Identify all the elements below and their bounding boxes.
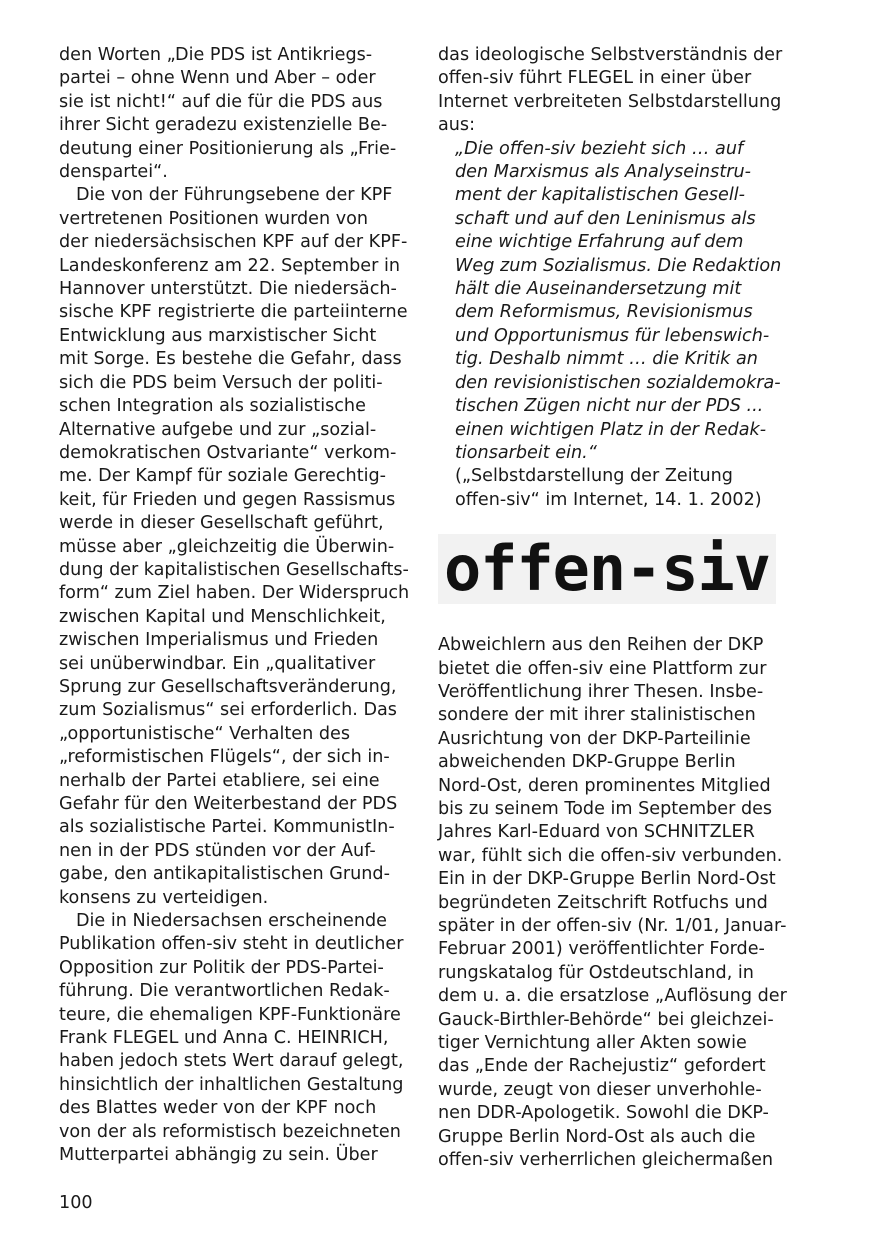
quote-line: einen wichtigen Platz in der Redak-: [455, 419, 767, 440]
quote-line: den Marxismus als Analyseinstru-: [455, 162, 751, 183]
text-line: später in der offen-siv (Nr. 1/01, Januar-: [438, 916, 787, 936]
text-line: Hannover unterstützt. Die niedersäch-: [59, 279, 397, 300]
text-line: teure, die ehemaligen KPF-Funktionäre: [59, 1004, 401, 1025]
text-line: von der als reformistisch bezeichneten: [59, 1121, 401, 1142]
text-line: das „Ende der Rachejustiz“ gefordert: [438, 1056, 766, 1077]
text-line: als sozialistische Partei. KommunistIn-: [59, 817, 395, 838]
text-line: führung. Die verantwortlichen Redak-: [59, 981, 390, 1002]
text-line: mit Sorge. Es bestehe die Gefahr, dass: [59, 349, 402, 370]
text-line: nen DDR-Apologetik. Sowohl die DKP-: [438, 1103, 769, 1124]
text-line: Internet verbreiteten Selbstdarstellung: [438, 91, 782, 112]
page-number: 100: [59, 1193, 93, 1213]
quote-line: tischen Zügen nicht nur der PDS ...: [455, 396, 764, 417]
text-line: sei unüberwindbar. Ein „qualitativer: [59, 653, 376, 674]
text-line: haben jedoch stets Wert darauf gelegt,: [59, 1051, 404, 1072]
logo-text: offen-siv: [444, 534, 770, 605]
text-line: schen Integration als sozialistische: [59, 396, 366, 417]
text-line: dung der kapitalistischen Gesellschafts-: [59, 559, 409, 580]
source-line: („Selbstdarstellung der Zeitung: [455, 466, 733, 487]
text-line: müsse aber „gleichzeitig die Überwin-: [59, 536, 395, 557]
text-line: der niedersächsischen KPF auf der KPF-: [59, 232, 408, 253]
text-line: „reformistischen Flügels“, der sich in-: [59, 747, 390, 768]
text-line: zwischen Kapital und Menschlichkeit,: [59, 606, 386, 627]
text-line: war, fühlt sich die offen-siv verbunden.: [438, 845, 783, 866]
body-paragraph: [438, 634, 788, 1172]
text-line: offen-siv verherrlichen gleichermaßen: [438, 1150, 774, 1171]
text-line: Veröffentlichung ihrer Thesen. Insbe-: [438, 681, 764, 702]
text-line: denspartei“.: [59, 162, 168, 183]
text-line: bis zu seinem Tode im September des: [438, 798, 773, 819]
left-column: [59, 44, 409, 1168]
text-line: Die von der Führungsebene der KPF: [76, 185, 393, 206]
text-line: vertretenen Positionen wurden von: [59, 208, 369, 229]
text-line: nen in der PDS stünden vor der Auf-: [59, 840, 376, 861]
text-line: Die in Niedersachsen erscheinende: [76, 911, 387, 932]
text-line: nerhalb der Partei etabliere, sei eine: [59, 770, 380, 791]
quote-source: [455, 465, 788, 512]
quote-line: schaft und auf den Leninismus als: [455, 208, 756, 229]
text-line: Abweichlern aus den Reihen der DKP: [438, 635, 764, 656]
text-line: konsens zu verteidigen.: [59, 887, 269, 908]
text-line: zum Sozialismus“ sei erforderlich. Das: [59, 700, 397, 721]
text-line: Gruppe Berlin Nord-Ost als auch die: [438, 1126, 756, 1147]
text-line: Sprung zur Gesellschaftsveränderung,: [59, 676, 397, 697]
text-line: werde in dieser Gesellschaft geführt,: [59, 513, 384, 534]
text-line: sich die PDS beim Versuch der politi-: [59, 372, 383, 393]
quote-line: dem Reformismus, Revisionismus: [455, 302, 753, 323]
quote-line: tig. Deshalb nimmt … die Kritik an: [455, 349, 758, 370]
text-line: Nord-Ost, deren prominentes Mitglied: [438, 775, 771, 796]
right-column: [438, 44, 788, 1172]
text-line: sie ist nicht!“ auf die für die PDS aus: [59, 91, 383, 112]
text-line: Frank FLEGEL und Anna C. HEINRICH,: [59, 1028, 389, 1049]
quote-line: Weg zum Sozialismus. Die Redaktion: [455, 255, 782, 276]
text-line: Ausrichtung von der DKP-Parteilinie: [438, 728, 751, 749]
text-line: Februar 2001) veröffentlichter Forde-: [438, 939, 765, 960]
text-line: demokratischen Ostvariante“ verkom-: [59, 442, 397, 463]
text-line: tiger Vernichtung aller Akten sowie: [438, 1033, 747, 1054]
text-line: form“ zum Ziel haben. Der Widerspruch: [59, 583, 410, 604]
quote-line: und Opportunismus für lebenswich-: [455, 325, 770, 346]
text-line: Jahres Karl-Eduard von SCHNITZLER: [438, 822, 755, 843]
text-line: ihrer Sicht geradezu existenzielle Be-: [59, 115, 388, 136]
quote-line: eine wichtige Erfahrung auf dem: [455, 232, 744, 253]
quote-line: „Die offen-siv bezieht sich … auf: [455, 138, 744, 159]
text-line: deutung einer Positionierung als „Frie-: [59, 138, 397, 159]
text-line: begründeten Zeitschrift Rotfuchs und: [438, 892, 768, 913]
text-line: bietet die offen-siv eine Plattform zur: [438, 658, 767, 679]
intro-paragraph: [438, 44, 788, 138]
text-line: Alternative aufgebe und zur „sozial-: [59, 419, 377, 440]
text-line: Publikation offen-siv steht in deutlicher: [59, 934, 404, 955]
quote-line: tionsarbeit ein.“: [455, 442, 597, 463]
text-line: Landeskonferenz am 22. September in: [59, 255, 400, 276]
quote-line: den revisionistischen sozialdemokra-: [455, 372, 781, 393]
text-line: zwischen Imperialismus und Frieden: [59, 630, 379, 651]
text-line: Gefahr für den Weiterbestand der PDS: [59, 794, 398, 814]
source-line: offen-siv“ im Internet, 14. 1. 2002): [455, 489, 762, 510]
text-line: dem u. a. die ersatzlose „Auflösung der: [438, 986, 787, 1007]
text-line: wurde, zeugt von dieser unverhohle-: [438, 1079, 762, 1100]
text-line: gabe, den antikapitalistischen Grund-: [59, 864, 390, 885]
text-line: des Blattes weder von der KPF noch: [59, 1098, 377, 1119]
text-line: sische KPF registrierte die parteiinterne: [59, 302, 408, 323]
text-line: keit, für Frieden und gegen Rassismus: [59, 489, 396, 510]
text-line: Entwicklung aus marxistischer Sicht: [59, 325, 377, 346]
text-line: Gauck-Birthler-Behörde“ bei gleichzei-: [438, 1009, 774, 1030]
text-line: Mutterpartei abhängig zu sein. Über: [59, 1145, 378, 1166]
text-line: den Worten „Die PDS ist Antikriegs-: [59, 45, 373, 65]
text-line: partei – ohne Wenn und Aber – oder: [59, 68, 376, 89]
quote-line: hält die Auseinandersetzung mit: [455, 279, 742, 300]
text-line: offen-siv führt FLEGEL in einer über: [438, 68, 752, 89]
text-line: Opposition zur Politik der PDS-Partei-: [59, 957, 384, 978]
text-line: Ein in der DKP-Gruppe Berlin Nord-Ost: [438, 869, 776, 890]
text-line: sondere der mit ihrer stalinistischen: [438, 705, 756, 726]
text-line: hinsichtlich der inhaltlichen Gestaltung: [59, 1074, 404, 1095]
offen-siv-logo: [438, 534, 776, 604]
text-line: „opportunistische“ Verhalten des: [59, 723, 351, 744]
quote-line: ment der kapitalistischen Gesell-: [455, 185, 745, 206]
text-line: das ideologische Selbstverständnis der: [438, 45, 783, 65]
text-line: rungskatalog für Ostdeutschland, in: [438, 962, 754, 983]
text-line: aus:: [438, 115, 476, 136]
block-quote: [455, 138, 788, 466]
text-line: abweichenden DKP-Gruppe Berlin: [438, 752, 736, 773]
text-line: me. Der Kampf für soziale Gerechtig-: [59, 466, 387, 487]
